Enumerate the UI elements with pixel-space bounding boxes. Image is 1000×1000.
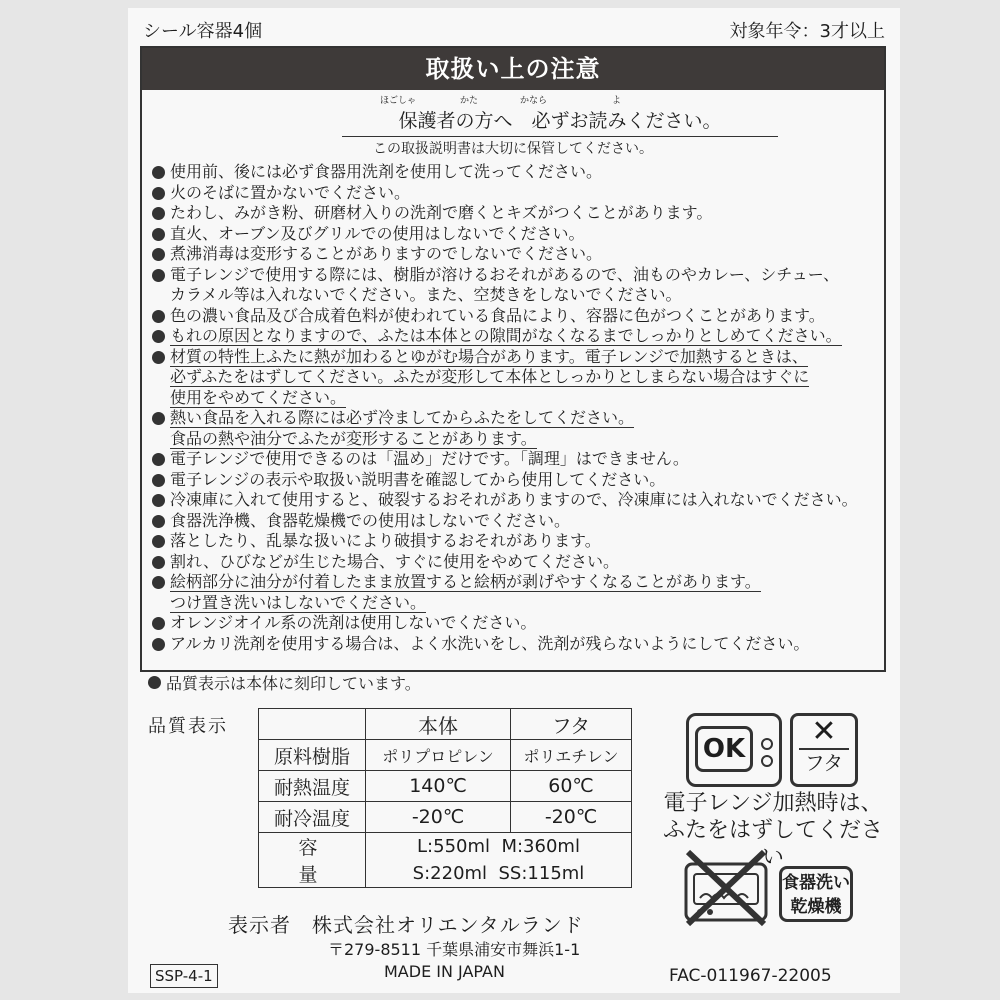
caution-line bbox=[170, 511, 882, 532]
body-value: 140℃ bbox=[366, 771, 511, 802]
table-corner bbox=[259, 709, 366, 740]
bullet-icon bbox=[152, 474, 165, 487]
caution-line bbox=[170, 265, 882, 286]
body-value: ポリプロピレン bbox=[366, 740, 511, 771]
caution-line bbox=[170, 490, 882, 511]
bullet-icon bbox=[152, 535, 165, 548]
address: 〒279-8511 千葉県浦安市舞浜1-1 bbox=[328, 940, 581, 959]
caution-text: アルカリ洗剤を使用する場合は、よく水洗いをし、洗剤が残らないようにしてください。 bbox=[170, 633, 810, 653]
body-value: -20℃ bbox=[366, 802, 511, 833]
caution-item bbox=[152, 306, 882, 327]
caution-line bbox=[170, 613, 882, 634]
caution-item bbox=[152, 470, 882, 491]
caution-item bbox=[152, 203, 882, 224]
caution-line bbox=[170, 162, 882, 183]
bullet-icon bbox=[152, 166, 165, 179]
product-name: シール容器4個 bbox=[143, 21, 263, 42]
lid-label: フタ bbox=[799, 748, 849, 776]
ssp-code: SSP-4-1 bbox=[150, 964, 218, 988]
caution-line bbox=[170, 531, 882, 552]
caution-text: 必ずふたをはずしてください。ふたが変形して本体としっかりとしまらない場合はすぐに bbox=[170, 367, 810, 386]
caution-text: 直火、オーブン及びグリルでの使用はしないでください。 bbox=[170, 223, 585, 243]
caution-item bbox=[152, 326, 882, 347]
bullet-icon bbox=[152, 638, 165, 651]
caution-line bbox=[170, 593, 882, 614]
quality-note-text: 品質表示は本体に刻印しています。 bbox=[166, 674, 421, 693]
bullet-icon bbox=[152, 515, 165, 528]
caution-item bbox=[152, 347, 882, 409]
caution-text: 絵柄部分に油分が付着したまま放置すると絵柄が剥げやすくなることがあります。 bbox=[170, 572, 761, 591]
caution-item bbox=[152, 531, 882, 552]
cross-icon: ✕ bbox=[811, 714, 837, 749]
caution-line bbox=[170, 285, 882, 306]
caution-item bbox=[152, 183, 882, 204]
caution-text: 電子レンジで使用できるのは「温め」だけです。「調理」はできません。 bbox=[170, 449, 689, 468]
caution-title: 取扱い上の注意 bbox=[142, 48, 884, 90]
microwave-note: 電子レンジ加熱時は、ふたをはずしてください bbox=[663, 791, 884, 870]
caution-text: 色の濃い食品及び合成着色料が使われている食品により、容器に色がつくことがあります。 bbox=[170, 305, 825, 325]
ruby-hogosha: ほごしゃ bbox=[380, 96, 417, 106]
caution-line bbox=[170, 470, 882, 491]
caution-line bbox=[170, 203, 882, 224]
caution-line bbox=[170, 224, 882, 245]
caution-text: 食品の熱や油分でふたが変形することがあります。 bbox=[170, 428, 537, 448]
lid-value: ポリエチレン bbox=[511, 740, 632, 771]
keep-instruction: この取扱説明書は大切に保管してください。 bbox=[373, 141, 653, 157]
caution-text: 食器洗浄機、食器乾燥機での使用はしないでください。 bbox=[170, 510, 571, 530]
capacity-line: S:220ml SS:115ml bbox=[412, 863, 585, 884]
caution-line bbox=[170, 326, 882, 347]
table-row bbox=[259, 802, 632, 833]
quality-note bbox=[148, 671, 421, 694]
dishwasher-label: 食器洗い乾燥機 bbox=[779, 866, 853, 922]
lid-value: -20℃ bbox=[511, 802, 632, 833]
row-label: 原料樹脂 bbox=[259, 740, 366, 771]
caution-item bbox=[152, 572, 882, 613]
bullet-icon bbox=[152, 453, 165, 466]
displayer: 表示者 株式会社オリエンタルランド bbox=[228, 913, 584, 937]
caution-line bbox=[170, 306, 882, 327]
ruby-yo: よ bbox=[612, 96, 622, 106]
label-card bbox=[128, 8, 900, 993]
caution-item bbox=[152, 265, 882, 306]
caution-text: 冷凍庫に入れて使用すると、破裂するおそれがありますので、冷凍庫には入れないでください。 bbox=[170, 490, 858, 509]
bullet-icon bbox=[152, 207, 165, 220]
caution-box bbox=[140, 46, 886, 672]
bullet-icon bbox=[152, 412, 165, 425]
bullet-icon bbox=[152, 351, 165, 364]
fac-code: FAC-011967-22005 bbox=[669, 966, 832, 986]
caution-text: 使用をやめてください。 bbox=[170, 387, 347, 407]
bullet-icon bbox=[152, 269, 165, 282]
caution-item bbox=[152, 490, 882, 511]
dishwasher-prohibited-icon bbox=[680, 848, 772, 928]
caution-text: 火のそばに置かないでください。 bbox=[170, 182, 411, 202]
caution-item bbox=[152, 408, 882, 449]
table-row bbox=[259, 740, 632, 771]
bullet-icon bbox=[152, 310, 165, 323]
row-label: 耐冷温度 bbox=[259, 802, 366, 833]
caution-line bbox=[170, 429, 882, 450]
header-body: 本体 bbox=[366, 709, 511, 740]
row-label: 耐熱温度 bbox=[259, 771, 366, 802]
caution-line bbox=[170, 244, 882, 265]
caution-item bbox=[152, 634, 882, 655]
bullet-icon bbox=[148, 676, 161, 689]
quality-label: 品質表示 bbox=[148, 716, 228, 737]
bullet-icon bbox=[152, 330, 165, 343]
target-age: 対象年令：3才以上 bbox=[729, 21, 885, 42]
caution-list bbox=[152, 162, 882, 654]
caution-item bbox=[152, 449, 882, 470]
caution-item bbox=[152, 244, 882, 265]
caution-text: 材質の特性上ふたに熱が加わるとゆがむ場合があります。電子レンジで加熱するときは、 bbox=[170, 346, 808, 366]
caution-item bbox=[152, 552, 882, 573]
caution-line bbox=[170, 552, 882, 573]
caution-line bbox=[170, 408, 882, 429]
ok-text: OK bbox=[695, 726, 753, 772]
caution-item bbox=[152, 613, 882, 634]
lid-prohibited-icon bbox=[790, 713, 858, 787]
bullet-icon bbox=[152, 576, 165, 589]
bullet-icon bbox=[152, 494, 165, 507]
caution-item bbox=[152, 162, 882, 183]
table-row bbox=[259, 771, 632, 802]
caution-text: もれの原因となりますので、ふたは本体との隙間がなくなるまでしっかりとしめてください。 bbox=[170, 326, 842, 345]
made-in: MADE IN JAPAN bbox=[384, 962, 505, 981]
caution-item bbox=[152, 511, 882, 532]
quality-table bbox=[258, 708, 632, 888]
caution-text: オレンジオイル系の洗剤は使用しないでください。 bbox=[170, 613, 537, 632]
ruby-readings bbox=[142, 93, 884, 105]
bullet-icon bbox=[152, 228, 165, 241]
ruby-kata: かた bbox=[460, 96, 479, 106]
capacity-row bbox=[259, 833, 632, 888]
caution-line bbox=[170, 449, 882, 470]
bullet-icon bbox=[152, 617, 165, 630]
microwave-ok-icon bbox=[686, 713, 782, 787]
caution-line bbox=[170, 572, 882, 593]
bullet-icon bbox=[152, 556, 165, 569]
caution-text: 落としたり、乱暴な扱いにより破損するおそれがあります。 bbox=[170, 531, 601, 550]
capacity-line: L:550ml M:360ml bbox=[417, 836, 580, 857]
caution-text: 割れ、ひびなどが生じた場合、すぐに使用をやめてください。 bbox=[170, 551, 619, 571]
caution-text: 熱い食品を入れる際には必ず冷ましてからふたをしてください。 bbox=[170, 408, 635, 427]
ruby-kanara: かなら bbox=[520, 96, 548, 106]
capacity-values bbox=[366, 833, 632, 888]
caution-text: 電子レンジで使用する際には、樹脂が溶けるおそれがあるので、油ものやカレー、シチュー、 bbox=[170, 264, 840, 284]
lid-value: 60℃ bbox=[511, 771, 632, 802]
caution-line bbox=[170, 634, 882, 655]
caution-text: つけ置き洗いはしないでください。 bbox=[170, 592, 427, 612]
bullet-icon bbox=[152, 248, 165, 261]
caution-line bbox=[170, 388, 882, 409]
bullet-icon bbox=[152, 187, 165, 200]
caution-text: たわし、みがき粉、研磨材入りの洗剤で磨くとキズがつくことがあります。 bbox=[170, 203, 713, 222]
caution-line bbox=[170, 183, 882, 204]
caution-item bbox=[152, 224, 882, 245]
microwave-knobs-icon bbox=[761, 738, 771, 772]
caution-text: 煮沸消毒は変形することがありますのでしないでください。 bbox=[170, 244, 603, 263]
capacity-label: 容量 bbox=[259, 833, 366, 888]
header-lid: フタ bbox=[511, 709, 632, 740]
guardian-notice: 保護者の方へ 必ずお読みください。 bbox=[342, 106, 778, 137]
caution-line bbox=[170, 347, 882, 368]
caution-text: 電子レンジの表示や取扱い説明書を確認してから使用してください。 bbox=[170, 469, 666, 489]
caution-text: カラメル等は入れないでください。また、空焚きをしないでください。 bbox=[170, 285, 682, 304]
caution-line bbox=[170, 367, 882, 388]
caution-text: 使用前、後には必ず食器用洗剤を使用して洗ってください。 bbox=[170, 162, 603, 181]
